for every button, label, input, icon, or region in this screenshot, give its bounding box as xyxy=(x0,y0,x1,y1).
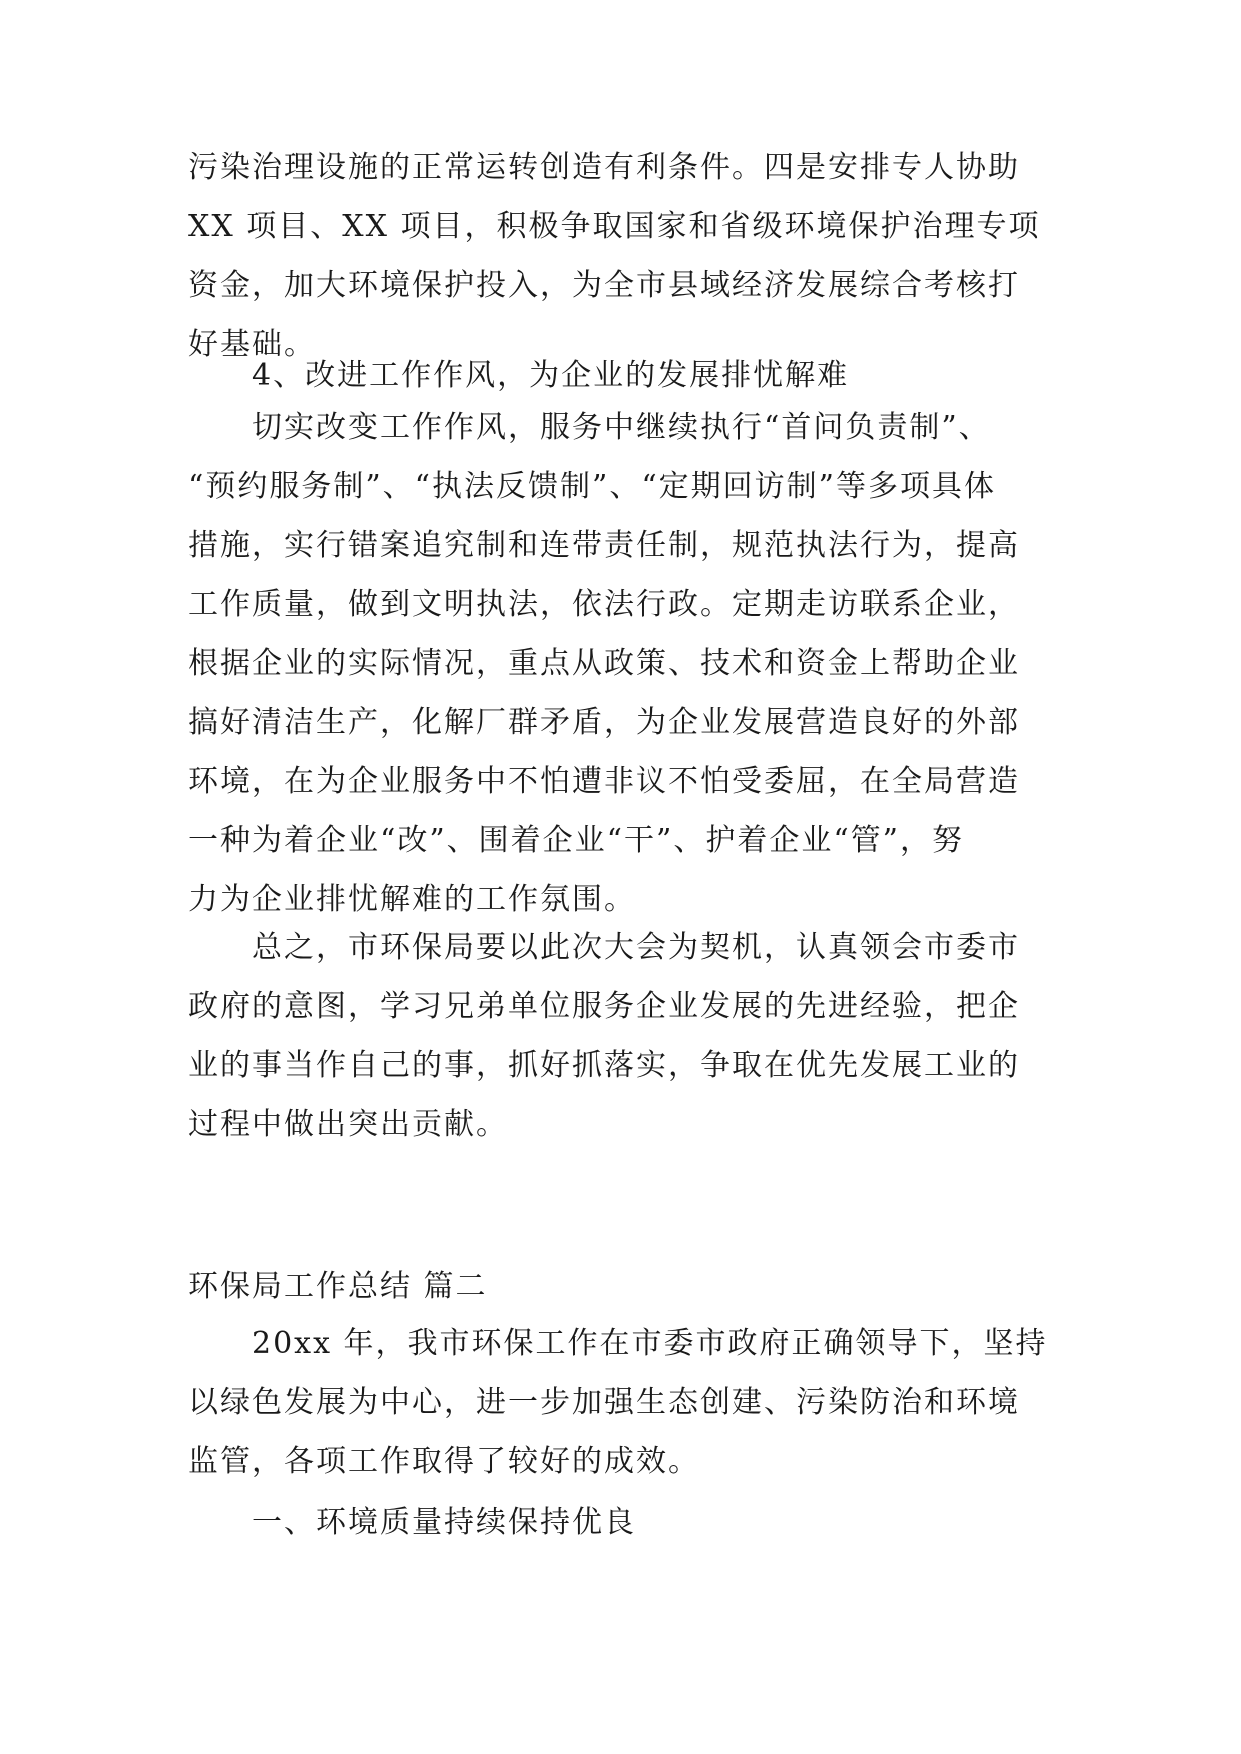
text-line: “预约服务制”、“执法反馈制”、“定期回访制”等多项具体 xyxy=(188,469,997,504)
text-line: 搞好清洁生产，化解厂群矛盾，为企业发展营造良好的外部 xyxy=(188,705,1020,740)
text-line: 环境，在为企业服务中不怕遭非议不怕受委屈，在全局营造 xyxy=(188,764,1020,799)
paragraph-intro-20xx xyxy=(188,1314,1050,1491)
subheading-4: 4、改进工作作风，为企业的发展排忧解难 xyxy=(252,358,850,393)
paragraph-summary xyxy=(188,918,1050,1154)
text-line: 力为企业排忧解难的工作氛围。 xyxy=(188,882,636,917)
text-line: 业的事当作自己的事，抓好抓落实，争取在优先发展工业的 xyxy=(188,1048,1020,1083)
paragraph-continuation xyxy=(188,138,1050,374)
text-line: 政府的意图，学习兄弟单位服务企业发展的先进经验，把企 xyxy=(188,989,1020,1024)
text-line: 措施，实行错案追究制和连带责任制，规范执法行为，提高 xyxy=(188,528,1020,563)
text-line: 切实改变工作作风，服务中继续执行“首问负责制”、 xyxy=(252,410,991,445)
subheading-environment-quality: 一、环境质量持续保持优良 xyxy=(252,1505,636,1540)
text-line: 20xx 年，我市环保工作在市委市政府正确领导下，坚持 xyxy=(252,1326,1048,1361)
section-title: 环保局工作总结 篇二 xyxy=(188,1269,488,1304)
text-line: 资金，加大环境保护投入，为全市县域经济发展综合考核打 xyxy=(188,268,1020,303)
text-line: 工作质量，做到文明执法，依法行政。定期走访联系企业， xyxy=(188,587,1020,622)
text-line: 好基础。 xyxy=(188,327,316,362)
text-line: 过程中做出突出贡献。 xyxy=(188,1107,508,1142)
paragraph-work-style xyxy=(188,398,1050,929)
text-line: XX 项目、XX 项目，积极争取国家和省级环境保护治理专项 xyxy=(188,209,1041,244)
text-line: 监管，各项工作取得了较好的成效。 xyxy=(188,1444,700,1479)
text-line: 根据企业的实际情况，重点从政策、技术和资金上帮助企业 xyxy=(188,646,1020,681)
text-line: 一种为着企业“改”、围着企业“干”、护着企业“管”，努 xyxy=(188,823,965,858)
text-line: 以绿色发展为中心，进一步加强生态创建、污染防治和环境 xyxy=(188,1385,1020,1420)
text-line: 总之，市环保局要以此次大会为契机，认真领会市委市 xyxy=(252,930,1020,965)
text-line: 污染治理设施的正常运转创造有利条件。四是安排专人协助 xyxy=(188,150,1020,185)
